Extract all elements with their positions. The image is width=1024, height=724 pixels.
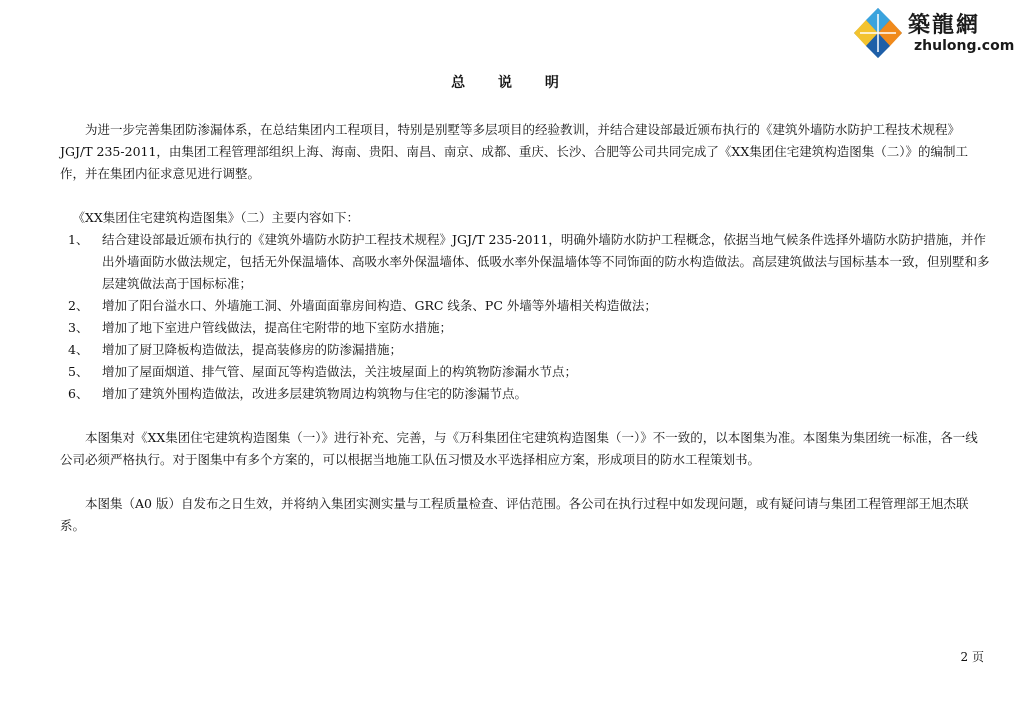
list-item-text: 增加了厨卫降板构造做法，提高装修房的防渗漏措施； [102, 342, 403, 357]
list-item-number: 4、 [68, 342, 89, 357]
list-intro: 《XX集团住宅建筑构造图集》（二）主要内容如下： [72, 210, 360, 225]
list-item [60, 383, 990, 405]
list-item-text: 结合建设部最近颁布执行的《建筑外墙防水防护工程技术规程》JGJ/T 235-2011，明确外墙防水防护工程概念，依据当地气候条件选择外墙防水防护措施，并作出外墙面防水做法规定，包括无外保温墙体、高吸水率外保温墙体、低吸水率外保温墙体等不同饰面的防水构造做法。高层建筑做法与国标基本一致，但别墅和多层建筑做法高于国标标准； [102, 232, 990, 291]
page-number: 2 页 [960, 650, 984, 664]
paragraph-gap [60, 185, 990, 207]
list-item [60, 317, 990, 339]
scope-paragraph: 本图集对《XX集团住宅建筑构造图集（一）》进行补充、完善，与《万科集团住宅建筑构造图集（一）》不一致的，以本图集为准。本图集为集团统一标准，各一线公司必须严格执行。对于图集中有多个方案的，可以根据当地施工队伍习惯及水平选择相应方案，形成项目的防水工程策划书。 [60, 430, 978, 467]
list-item-text: 增加了地下室进户管线做法，提高住宅附带的地下室防水措施； [102, 320, 453, 335]
zhulong-logo [850, 4, 1016, 62]
list-item-text: 增加了屋面烟道、排气管、屋面瓦等构造做法，关注坡屋面上的构筑物防渗漏水节点； [102, 364, 578, 379]
list-item [60, 361, 990, 383]
logo-text-cn: 築龍網 [908, 13, 981, 38]
list-item-number: 5、 [68, 364, 89, 379]
effective-paragraph: 本图集（A0 版）自发布之日生效，并将纳入集团实测实量与工程质量检查、评估范围。各公司在执行过程中如发现问题，或有疑问请与集团工程管理部王旭杰联系。 [60, 496, 969, 533]
logo-text-en: zhulong.com [914, 38, 1015, 54]
list-item [60, 295, 990, 317]
content-list [60, 229, 990, 405]
list-item [60, 229, 990, 295]
paragraph-gap [60, 471, 990, 493]
zhulong-logo-icon [850, 6, 906, 60]
document-body [60, 119, 990, 537]
page-title: 总 说 明 [451, 75, 573, 91]
paragraph-gap [60, 405, 990, 427]
list-item-number: 2、 [68, 298, 89, 313]
list-item-number: 6、 [68, 386, 89, 401]
list-item-number: 3、 [68, 320, 89, 335]
list-item-number: 1、 [68, 232, 89, 247]
list-item-text: 增加了阳台溢水口、外墙施工洞、外墙面面靠房间构造、GRC 线条、PC 外墙等外墙相关构造做法； [102, 298, 657, 313]
list-item-text: 增加了建筑外围构造做法，改进多层建筑物周边构筑物与住宅的防渗漏节点。 [102, 386, 528, 401]
intro-paragraph: 为进一步完善集团防渗漏体系，在总结集团内工程项目，特别是别墅等多层项目的经验教训，并结合建设部最近颁布执行的《建筑外墙防水防护工程技术规程》JGJ/T 235-2011，由集团工程管理部组织上海、海南、贵阳、南昌、南京、成都、重庆、长沙、合肥等公司共同完成了《XX集团住宅建筑构造图集（二）》的编制工作，并在集团内征求意见进行调整。 [60, 122, 968, 181]
list-item [60, 339, 990, 361]
